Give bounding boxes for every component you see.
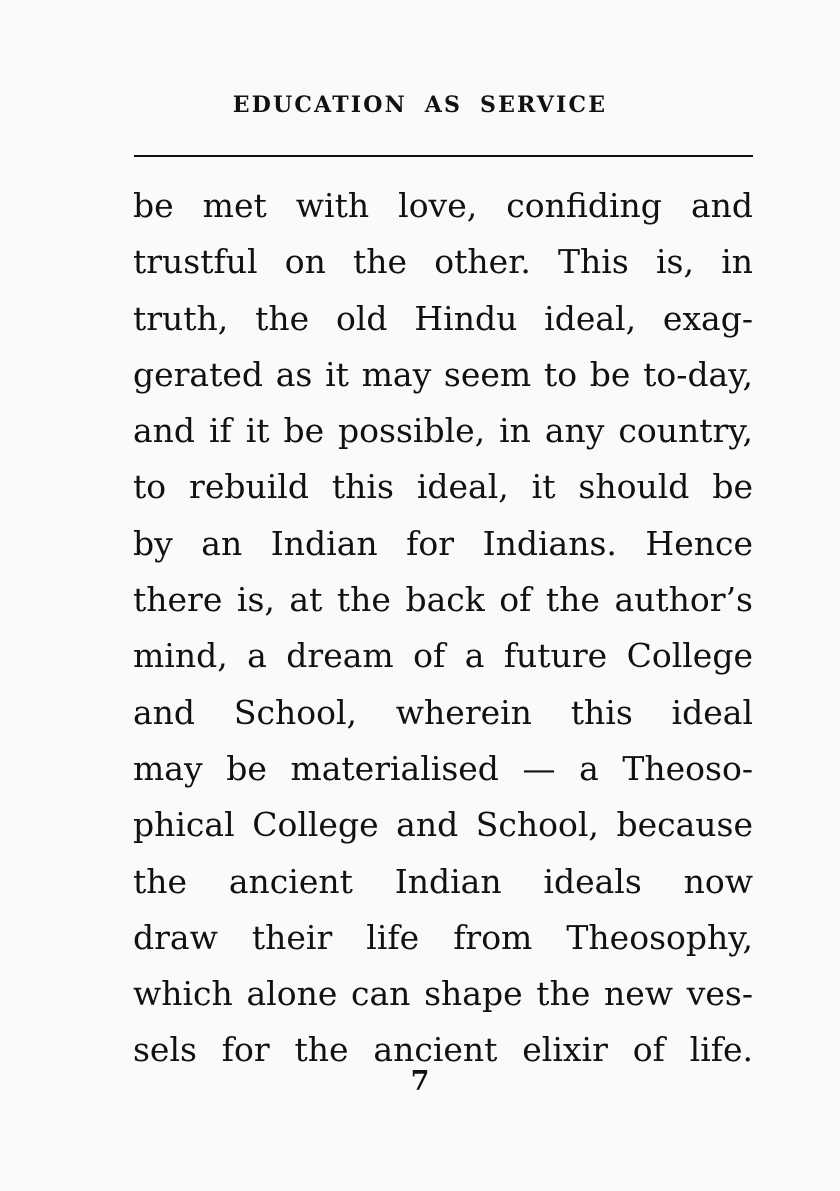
text-line: to rebuild this ideal, it should be — [133, 467, 753, 507]
text-line: by an Indian for Indians. Hence — [133, 523, 753, 563]
text-line: truth, the old Hindu ideal, exag- — [133, 298, 753, 338]
text-line: which alone can shape the new ves- — [133, 974, 753, 1014]
text-line: sels for the ancient elixir of life. — [133, 1030, 753, 1070]
text-line: may be materialised — a Theoso- — [133, 748, 753, 788]
text-line: and if it be possible, in any country, — [133, 411, 753, 451]
running-head: EDUCATION AS SERVICE — [232, 92, 608, 118]
text-line: trustful on the other. This is, in — [133, 242, 753, 282]
text-line: mind, a dream of a future College — [133, 636, 753, 676]
text-line: and School, wherein this ideal — [133, 692, 753, 732]
text-line: the ancient Indian ideals now — [133, 861, 753, 901]
text-line: phical College and School, because — [133, 805, 753, 845]
text-line: draw their life from Theosophy, — [133, 917, 753, 957]
text-line: there is, at the back of the author’s — [133, 580, 753, 620]
header-rule — [134, 155, 753, 157]
text-line: be met with love, confiding and — [133, 186, 753, 225]
page-number: 7 — [410, 1066, 430, 1097]
text-line: gerated as it may seem to be to-day, — [133, 354, 753, 394]
body-text — [133, 178, 753, 1079]
